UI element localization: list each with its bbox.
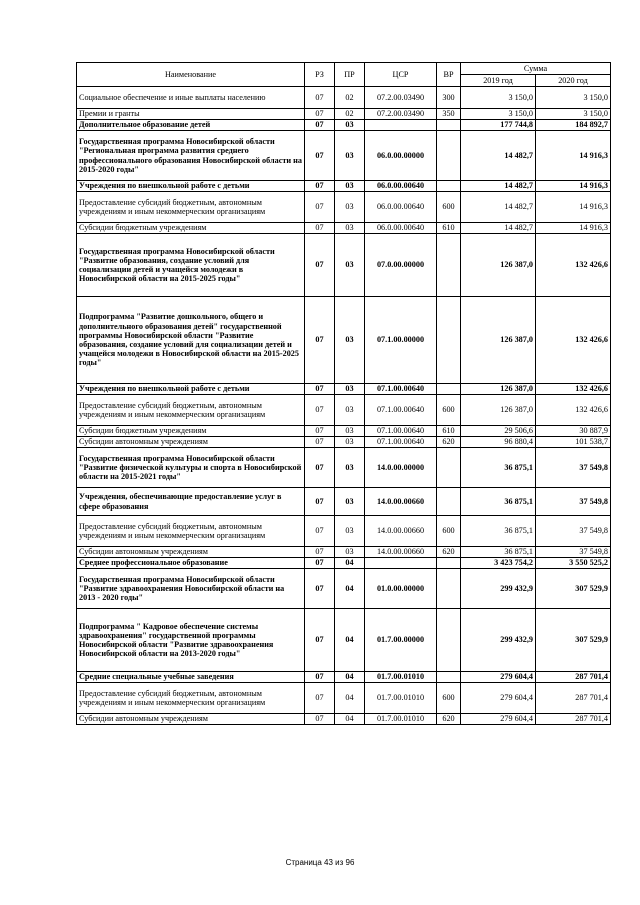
row-vr: 300: [437, 87, 461, 109]
row-csr: 01.7.00.01010: [365, 672, 437, 683]
row-vr: [437, 488, 461, 516]
table-row: [77, 181, 611, 192]
row-vr: 620: [437, 437, 461, 448]
row-vr: [437, 234, 461, 297]
row-amount-2020: 30 887,9: [536, 426, 611, 437]
row-vr: [437, 120, 461, 131]
row-amount-2019: 14 482,7: [461, 181, 536, 192]
row-name: Предоставление субсидий бюджетным, автономным учреждениям и иным некоммерческим организациям: [77, 395, 305, 426]
row-pr: 03: [335, 223, 365, 234]
row-rz: 07: [305, 714, 335, 725]
row-vr: 600: [437, 516, 461, 547]
table-row: [77, 192, 611, 223]
row-amount-2020: 37 549,8: [536, 547, 611, 558]
header-csr: ЦСР: [365, 63, 437, 87]
header-sum: Сумма: [461, 63, 611, 75]
row-rz: 07: [305, 558, 335, 569]
row-pr: 03: [335, 395, 365, 426]
row-vr: [437, 131, 461, 181]
row-rz: 07: [305, 672, 335, 683]
row-csr: 14.0.00.00000: [365, 448, 437, 488]
row-rz: 07: [305, 516, 335, 547]
row-pr: 03: [335, 426, 365, 437]
row-amount-2019: 14 482,7: [461, 192, 536, 223]
row-amount-2020: 132 426,6: [536, 384, 611, 395]
table-row: [77, 223, 611, 234]
row-vr: 620: [437, 714, 461, 725]
row-rz: 07: [305, 437, 335, 448]
table-row: [77, 120, 611, 131]
row-rz: 07: [305, 488, 335, 516]
row-rz: 07: [305, 426, 335, 437]
row-vr: 610: [437, 426, 461, 437]
header-name: Наименование: [77, 63, 305, 87]
row-csr: 14.0.00.00660: [365, 488, 437, 516]
row-vr: [437, 609, 461, 672]
table-row: [77, 547, 611, 558]
row-vr: [437, 181, 461, 192]
row-amount-2020: 3 150,0: [536, 87, 611, 109]
table-row: [77, 437, 611, 448]
table-row: [77, 609, 611, 672]
row-amount-2020: 307 529,9: [536, 609, 611, 672]
row-amount-2019: 126 387,0: [461, 234, 536, 297]
row-name: Предоставление субсидий бюджетным, автономным учреждениям и иным некоммерческим организациям: [77, 192, 305, 223]
table-row: [77, 683, 611, 714]
row-csr: 07.1.00.00000: [365, 297, 437, 384]
row-csr: 06.0.00.00640: [365, 181, 437, 192]
row-amount-2019: 29 506,6: [461, 426, 536, 437]
row-name: Субсидии автономным учреждениям: [77, 714, 305, 725]
row-csr: [365, 120, 437, 131]
table-row: [77, 516, 611, 547]
row-vr: 600: [437, 192, 461, 223]
row-vr: 620: [437, 547, 461, 558]
row-pr: 04: [335, 558, 365, 569]
table-row: [77, 87, 611, 109]
row-vr: [437, 297, 461, 384]
row-csr: 06.0.00.00640: [365, 223, 437, 234]
row-pr: 04: [335, 672, 365, 683]
row-csr: 01.7.00.01010: [365, 714, 437, 725]
row-amount-2019: 126 387,0: [461, 384, 536, 395]
row-amount-2020: 14 916,3: [536, 181, 611, 192]
row-vr: [437, 672, 461, 683]
row-csr: 14.0.00.00660: [365, 547, 437, 558]
row-rz: 07: [305, 181, 335, 192]
row-amount-2020: 132 426,6: [536, 297, 611, 384]
row-vr: [437, 558, 461, 569]
row-rz: 07: [305, 395, 335, 426]
row-name: Подпрограмма "Развитие дошкольного, общего и дополнительного образования детей" государственной программы Новосибирской области "Развитие образования, создание условий для социализации детей и учащейся молодежи в Новосибирской области на 2015-2025 годы": [77, 297, 305, 384]
row-name: Субсидии автономным учреждениям: [77, 437, 305, 448]
row-csr: 07.2.00.03490: [365, 87, 437, 109]
row-amount-2020: 307 529,9: [536, 569, 611, 609]
row-rz: 07: [305, 297, 335, 384]
row-amount-2020: 37 549,8: [536, 448, 611, 488]
row-csr: 07.1.00.00640: [365, 384, 437, 395]
row-pr: 03: [335, 297, 365, 384]
row-csr: 01.7.00.00000: [365, 609, 437, 672]
table-body: [77, 87, 611, 725]
row-csr: 14.0.00.00660: [365, 516, 437, 547]
budget-table: [76, 62, 611, 725]
table-row: [77, 384, 611, 395]
table-row: [77, 672, 611, 683]
row-rz: 07: [305, 223, 335, 234]
row-csr: 07.1.00.00640: [365, 437, 437, 448]
table-row: [77, 426, 611, 437]
table-row: [77, 558, 611, 569]
row-vr: [437, 448, 461, 488]
row-name: Подпрограмма " Кадровое обеспечение системы здравоохранения" государственной программы Новосибирской области "Развитие здравоохранения Новосибирской области на 2013-2020 годы": [77, 609, 305, 672]
row-name: Среднее профессиональное образование: [77, 558, 305, 569]
row-pr: 04: [335, 683, 365, 714]
row-amount-2019: 36 875,1: [461, 516, 536, 547]
header-2019: 2019 год: [461, 75, 536, 87]
row-name: Субсидии бюджетным учреждениям: [77, 223, 305, 234]
row-rz: 07: [305, 569, 335, 609]
table-row: [77, 395, 611, 426]
row-pr: 03: [335, 120, 365, 131]
row-amount-2020: 14 916,3: [536, 223, 611, 234]
row-rz: 07: [305, 547, 335, 558]
row-amount-2019: 14 482,7: [461, 131, 536, 181]
row-amount-2019: 126 387,0: [461, 395, 536, 426]
row-amount-2019: 279 604,4: [461, 672, 536, 683]
row-amount-2019: 299 432,9: [461, 569, 536, 609]
row-pr: 03: [335, 547, 365, 558]
row-csr: 06.0.00.00000: [365, 131, 437, 181]
row-rz: 07: [305, 131, 335, 181]
row-rz: 07: [305, 192, 335, 223]
row-amount-2020: 132 426,6: [536, 234, 611, 297]
row-name: Предоставление субсидий бюджетным, автономным учреждениям и иным некоммерческим организациям: [77, 683, 305, 714]
row-vr: 350: [437, 109, 461, 120]
table-row: [77, 297, 611, 384]
row-amount-2020: 3 150,0: [536, 109, 611, 120]
row-amount-2020: 287 701,4: [536, 683, 611, 714]
row-amount-2019: 177 744,8: [461, 120, 536, 131]
row-pr: 04: [335, 609, 365, 672]
row-amount-2019: 279 604,4: [461, 714, 536, 725]
row-name: Государственная программа Новосибирской области "Развитие здравоохранения Новосибирской области на 2013 - 2020 годы": [77, 569, 305, 609]
row-pr: 04: [335, 714, 365, 725]
row-amount-2019: 36 875,1: [461, 488, 536, 516]
row-vr: 600: [437, 395, 461, 426]
table-row: [77, 714, 611, 725]
row-amount-2020: 132 426,6: [536, 395, 611, 426]
row-name: Средние специальные учебные заведения: [77, 672, 305, 683]
header-pr: ПР: [335, 63, 365, 87]
row-csr: 01.0.00.00000: [365, 569, 437, 609]
row-amount-2019: 299 432,9: [461, 609, 536, 672]
row-pr: 03: [335, 437, 365, 448]
row-csr: 01.7.00.01010: [365, 683, 437, 714]
row-csr: 06.0.00.00640: [365, 192, 437, 223]
row-pr: 03: [335, 384, 365, 395]
row-rz: 07: [305, 448, 335, 488]
row-csr: 07.0.00.00000: [365, 234, 437, 297]
row-csr: 07.1.00.00640: [365, 426, 437, 437]
row-amount-2020: 14 916,3: [536, 192, 611, 223]
row-name: Государственная программа Новосибирской области "Развитие физической культуры и спорта в Новосибирской области на 2015-2021 годы": [77, 448, 305, 488]
header-vr: ВР: [437, 63, 461, 87]
row-amount-2020: 287 701,4: [536, 714, 611, 725]
row-amount-2019: 3 150,0: [461, 87, 536, 109]
row-pr: 03: [335, 448, 365, 488]
row-name: Субсидии автономным учреждениям: [77, 547, 305, 558]
row-amount-2020: 184 892,7: [536, 120, 611, 131]
row-pr: 02: [335, 87, 365, 109]
row-amount-2020: 37 549,8: [536, 488, 611, 516]
row-name: Субсидии бюджетным учреждениям: [77, 426, 305, 437]
row-pr: 03: [335, 234, 365, 297]
row-name: Дополнительное образование детей: [77, 120, 305, 131]
row-name: Государственная программа Новосибирской области "Развитие образования, создание условий для социализации детей и учащейся молодежи в Новосибирской области на 2015-2025 годы": [77, 234, 305, 297]
row-pr: 03: [335, 488, 365, 516]
row-amount-2019: 126 387,0: [461, 297, 536, 384]
row-name: Премии и гранты: [77, 109, 305, 120]
row-amount-2020: 3 550 525,2: [536, 558, 611, 569]
table-row: [77, 448, 611, 488]
row-name: Учреждения по внешкольной работе с детьми: [77, 181, 305, 192]
row-amount-2019: 3 423 754,2: [461, 558, 536, 569]
row-name: Учреждения по внешкольной работе с детьми: [77, 384, 305, 395]
row-pr: 03: [335, 192, 365, 223]
row-name: Учреждения, обеспечивающие предоставление услуг в сфере образования: [77, 488, 305, 516]
row-pr: 03: [335, 516, 365, 547]
row-rz: 07: [305, 109, 335, 120]
table-row: [77, 109, 611, 120]
row-rz: 07: [305, 87, 335, 109]
row-vr: 600: [437, 683, 461, 714]
row-name: Государственная программа Новосибирской области "Региональная программа развития среднего профессионального образования Новосибирской области на 2015-2020 годы": [77, 131, 305, 181]
row-vr: [437, 384, 461, 395]
row-rz: 07: [305, 234, 335, 297]
row-rz: 07: [305, 120, 335, 131]
row-rz: 07: [305, 683, 335, 714]
header-rz: РЗ: [305, 63, 335, 87]
row-amount-2020: 37 549,8: [536, 516, 611, 547]
row-pr: 04: [335, 569, 365, 609]
row-amount-2019: 279 604,4: [461, 683, 536, 714]
row-amount-2019: 36 875,1: [461, 547, 536, 558]
row-csr: 07.2.00.03490: [365, 109, 437, 120]
row-pr: 03: [335, 181, 365, 192]
row-rz: 07: [305, 609, 335, 672]
header-2020: 2020 год: [536, 75, 611, 87]
row-name: Предоставление субсидий бюджетным, автономным учреждениям и иным некоммерческим организациям: [77, 516, 305, 547]
row-vr: 610: [437, 223, 461, 234]
table-row: [77, 131, 611, 181]
row-amount-2020: 287 701,4: [536, 672, 611, 683]
row-amount-2019: 3 150,0: [461, 109, 536, 120]
row-amount-2020: 101 538,7: [536, 437, 611, 448]
page-number: Страница 43 из 96: [285, 858, 355, 867]
row-amount-2019: 96 880,4: [461, 437, 536, 448]
row-rz: 07: [305, 384, 335, 395]
row-name: Социальное обеспечение и иные выплаты населению: [77, 87, 305, 109]
row-csr: [365, 558, 437, 569]
table-row: [77, 488, 611, 516]
table-row: [77, 569, 611, 609]
row-pr: 02: [335, 109, 365, 120]
row-amount-2020: 14 916,3: [536, 131, 611, 181]
row-vr: [437, 569, 461, 609]
row-pr: 03: [335, 131, 365, 181]
row-csr: 07.1.00.00640: [365, 395, 437, 426]
row-amount-2019: 36 875,1: [461, 448, 536, 488]
table-row: [77, 234, 611, 297]
row-amount-2019: 14 482,7: [461, 223, 536, 234]
